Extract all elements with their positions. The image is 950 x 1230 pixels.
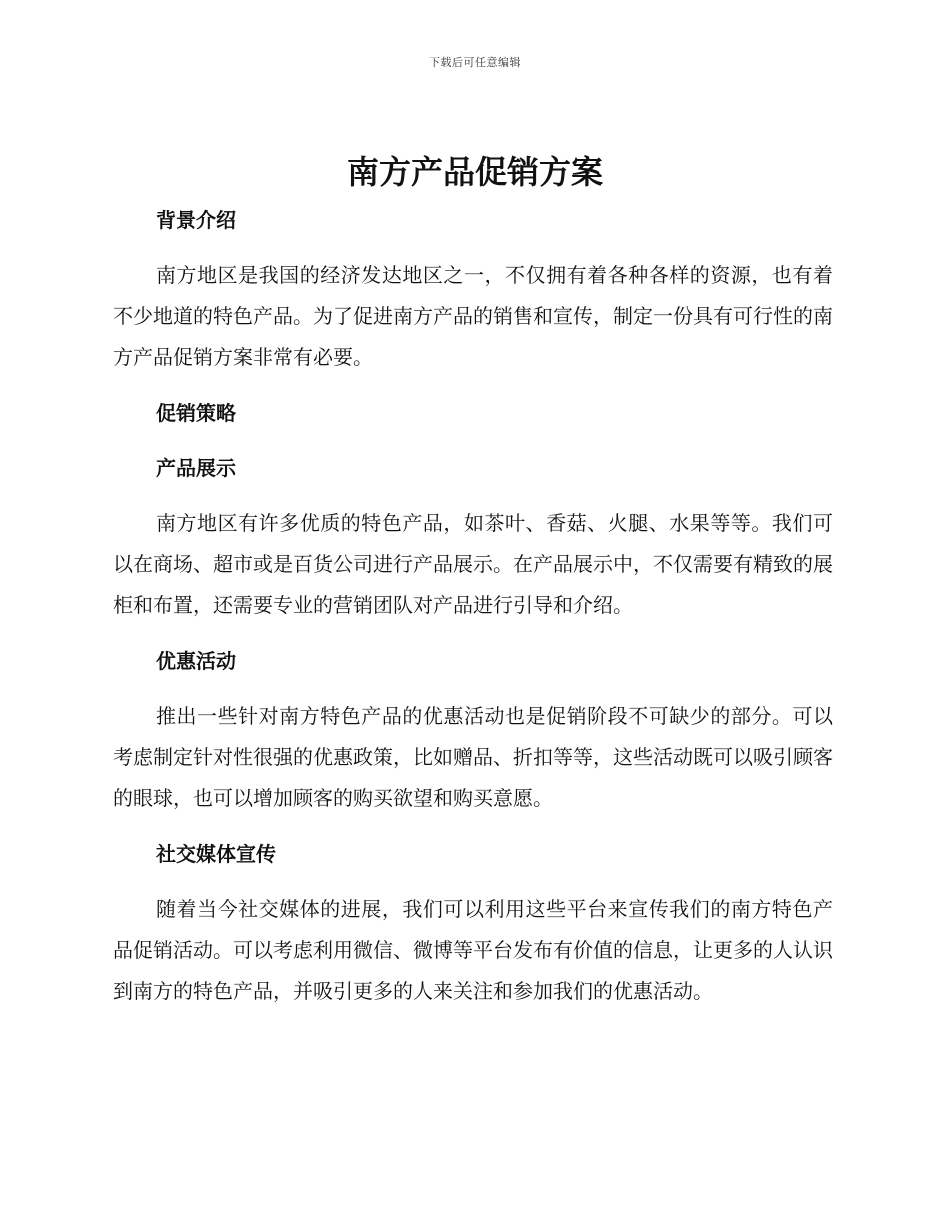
section-heading-product-display: 产品展示: [156, 456, 236, 480]
section-heading-strategy: 促销策略: [156, 401, 236, 425]
paragraph-background: 南方地区是我国的经济发达地区之一，不仅拥有着各种各样的资源，也有着不少地道的特色产品。为了促进南方产品的销售和宣传，制定一份具有可行性的南方产品促销方案非常有必要。: [113, 263, 833, 369]
paragraph-promotions: 推出一些针对南方特色产品的优惠活动也是促销阶段不可缺少的部分。可以考虑制定针对性很强的优惠政策，比如赠品、折扣等等，这些活动既可以吸引顾客的眼球，也可以增加顾客的购买欲望和购买意愿。: [113, 704, 833, 810]
section-heading-social-media: 社交媒体宣传: [156, 842, 276, 866]
paragraph-product-display: 南方地区有许多优质的特色产品，如茶叶、香菇、火腿、水果等等。我们可以在商场、超市或是百货公司进行产品展示。在产品展示中，不仅需要有精致的展柜和布置，还需要专业的营销团队对产品进行引导和介绍。: [113, 511, 833, 617]
document-title: 南方产品促销方案: [346, 153, 603, 191]
header-note: 下载后可任意编辑: [429, 56, 521, 69]
section-heading-promotions: 优惠活动: [156, 649, 236, 673]
document-body: [113, 200, 833, 1027]
section-heading-background: 背景介绍: [156, 208, 236, 232]
paragraph-social-media: 随着当今社交媒体的进展，我们可以利用这些平台来宣传我们的南方特色产品促销活动。可以考虑利用微信、微博等平台发布有价值的信息，让更多的人认识到南方的特色产品，并吸引更多的人来关注和参加我们的优惠活动。: [113, 897, 833, 1003]
